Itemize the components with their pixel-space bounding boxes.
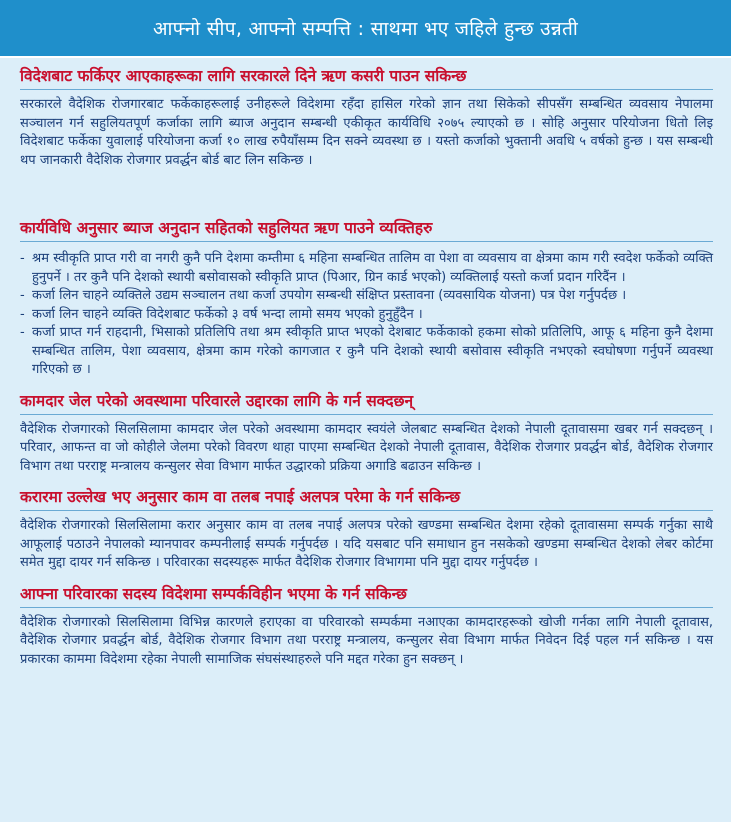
- list-item: [20, 287, 713, 306]
- section-title: कार्यविधि अनुसार ब्याज अनुदान सहितको सहुलियत ऋण पाउने व्यक्तिहरु: [20, 216, 713, 242]
- section-missing-family: [20, 582, 713, 670]
- main-content: [20, 64, 713, 669]
- list-item-text: कर्जा लिन चाहने व्यक्ति विदेशबाट फर्केको ३ वर्ष भन्दा लामो समय भएको हुनुहुँदैन ।: [32, 306, 423, 322]
- section-title: कामदार जेल परेको अवस्थामा परिवारले उद्दारका लागि के गर्न सक्दछन्: [20, 389, 713, 415]
- section-contract-breach: [20, 485, 713, 573]
- section-body: वैदेशिक रोजगारको सिलसिलामा करार अनुसार काम वा तलब नपाई अलपत्र परेको खण्डमा सम्बन्धित देशमा रहेको दूतावासमा सम्पर्क गर्नुका साथै आफूलाई पठाउने नेपालको म्यानपावर कम्पनीलाई सम्पर्क गर्नुपर्दछ । यदि यसबाट पनि समाधान हुन नसकेको खण्डमा सम्बन्धित देशको लेबर कोर्टमा समेत मुद्दा दायर गर्न सकिन्छ । परिवारका सदस्यहरू मार्फत वैदेशिक रोजगार विभागमा पनि मुद्दा दायर गर्नुपर्दछ ।: [20, 518, 713, 570]
- bullet-marker: -: [20, 251, 25, 266]
- list-item: [20, 324, 713, 380]
- banner-title: आफ्नो सीप, आफ्नो सम्पत्ति : साथमा भए जहिले हुन्छ उन्नती: [152, 18, 579, 40]
- section-body: सरकारले वैदेशिक रोजगारबाट फर्केकाहरूलाई उनीहरूले विदेशमा रहँदा हासिल गरेको ज्ञान तथा सिकेको सीपसँग सम्बन्धित व्यवसाय नेपालमा सञ्चालन गर्न सहुलियतपूर्ण कर्जाका लागि ब्याज अनुदान सम्बन्धी एकीकृत कार्यविधि २०७५ ल्याएको छ । सोहि अनुसार परियोजना धितो लिइ विदेशबाट फर्केका युवालाई परियोजना कर्जा १० लाख रुपैयाँसम्म दिन सक्ने व्यवस्था छ । यस्तो कर्जाको भुक्तानी अवधि ५ वर्षको हुन्छ । यस सम्बन्धी थप जानकारी वैदेशिक रोजगार प्रवर्द्धन बोर्ड बाट लिन सकिन्छ ।: [20, 97, 713, 168]
- list-item: [20, 306, 713, 325]
- eligibility-list: [20, 250, 713, 380]
- section-jail-rescue: [20, 389, 713, 477]
- bullet-marker: -: [20, 325, 25, 340]
- section-eligibility: [20, 216, 713, 380]
- list-item: [20, 250, 713, 287]
- section-body: वैदेशिक रोजगारको सिलसिलामा कामदार जेल परेको अवस्थामा कामदार स्वयंले जेलबाट सम्बन्धित देशको नेपाली दूतावासमा खबर गर्न सक्दछन् । परिवार, आफन्त वा जो कोहीले जेलमा परेको विवरण थाहा पाएमा सम्बन्धित देशको नेपाली दूतावास, वैदेशिक रोजगार प्रवर्द्धन बोर्ड, वैदेशिक रोजगार विभाग तथा परराष्ट्र मन्त्रालय कन्सुलर सेवा विभाग मार्फत उद्धारको प्रक्रिया अगाडि बढाउन सकिन्छ ।: [20, 421, 713, 474]
- section-loan-info: [20, 64, 713, 170]
- section-title: आफ्ना परिवारका सदस्य विदेशमा सम्पर्कविहीन भएमा के गर्न सकिन्छ: [20, 582, 713, 608]
- section-title: करारमा उल्लेख भए अनुसार काम वा तलब नपाई अलपत्र परेमा के गर्न सकिन्छ: [20, 485, 713, 511]
- bullet-marker: -: [20, 288, 25, 303]
- header-banner: [0, 0, 731, 58]
- bullet-marker: -: [20, 306, 25, 322]
- list-item-text: कर्जा लिन चाहने व्यक्तिले उद्यम सञ्चालन तथा कर्जा उपयोग सम्बन्धी संक्षिप्त प्रस्तावना (व्यवसायिक योजना) पत्र पेश गर्नुपर्दछ ।: [32, 288, 627, 303]
- section-title: विदेशबाट फर्किएर आएकाहरूका लागि सरकारले दिने ऋण कसरी पाउन सकिन्छ: [20, 64, 713, 90]
- section-body: वैदेशिक रोजगारको सिलसिलामा विभिन्न कारणले हराएका वा परिवारको सम्पर्कमा नआएका कामदारहरूको खोजी गर्नका लागि नेपाली दूतावास, वैदेशिक रोजगार प्रवर्द्धन बोर्ड, वैदेशिक रोजगार विभाग तथा परराष्ट्र मन्त्रालय, कन्सुलर सेवा विभाग मार्फत निवेदन दिई पहल गर्न सकिन्छ । यस प्रकारका काममा विदेशमा रहेका नेपाली सामाजिक संघसंस्थाहरुले पनि मद्दत गरेका हुन सक्छन् ।: [20, 614, 713, 667]
- list-item-text: श्रम स्वीकृति प्राप्त गरी वा नगरी कुनै पनि देशमा कम्तीमा ६ महिना सम्बन्धित तालिम वा पेशा वा व्यवसाय वा क्षेत्रमा काम गरी स्वदेश फर्केको व्यक्ति हुनुपर्ने । तर कुनै पनि देशको स्थायी बसोवासको स्वीकृति प्राप्त (पिआर, ग्रिन कार्ड भएको) व्यक्तिलाई यस्तो कर्जा प्रदान गरिदैंन ।: [32, 251, 713, 285]
- list-item-text: कर्जा प्राप्त गर्न राहदानी, भिसाको प्रतिलिपि तथा श्रम स्वीकृति प्राप्त भएको देशबाट फर्केकाको हकमा सोको प्रतिलिपि, आफू ६ महिना कुनै देशमा सम्बन्धित तालिम, पेशा व्यवसाय, क्षेत्रमा काम गरेको कागजात र कुनै पनि देशको स्थायी बसोवास स्वीकृति नभएको स्वघोषणा गर्नुपर्ने व्यवस्था गरिएको छ ।: [32, 325, 713, 377]
